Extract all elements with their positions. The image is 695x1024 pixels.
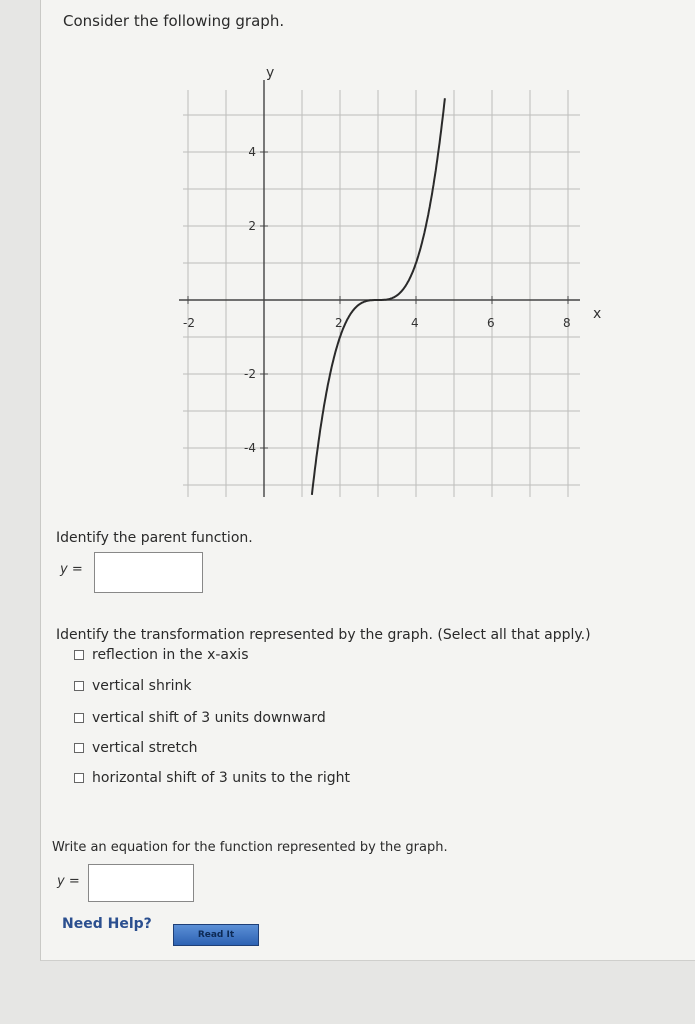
x-tick-label: 2	[335, 316, 343, 330]
series-point	[377, 299, 379, 301]
series-point	[434, 174, 436, 176]
part2-label: Identify the transformation represented by the graph. (Select all that apply.)	[56, 627, 591, 643]
y-tick-label: 2	[248, 219, 256, 233]
y-tick-label: 4	[248, 145, 256, 159]
graph-grid	[183, 90, 580, 497]
x-tick-label: -2	[183, 316, 195, 330]
x-tick-label: 6	[487, 316, 495, 330]
option-label: reflection in the x-axis	[92, 647, 249, 663]
checkbox[interactable]	[74, 713, 84, 723]
y-tick-label: -2	[244, 367, 256, 381]
y-tick-label: -4	[244, 441, 256, 455]
need-help-label: Need Help?	[62, 916, 152, 932]
y-axis-label: y	[266, 65, 275, 81]
checkbox[interactable]	[74, 681, 84, 691]
series-point	[320, 424, 322, 426]
series-point	[415, 262, 417, 264]
checkbox[interactable]	[74, 743, 84, 753]
option-reflection[interactable]	[74, 647, 248, 663]
checkbox[interactable]	[74, 773, 84, 783]
series-point	[358, 304, 360, 306]
series-point	[339, 336, 341, 338]
series-point	[396, 295, 398, 297]
part1-label: Identify the parent function.	[56, 530, 253, 546]
checkbox[interactable]	[74, 650, 84, 660]
read-it-button[interactable]: Read It	[173, 924, 259, 946]
option-label: vertical stretch	[92, 740, 198, 756]
part1-y-prompt: y =	[60, 562, 83, 577]
parent-function-input[interactable]	[94, 552, 203, 593]
option-label: vertical shift of 3 units downward	[92, 710, 326, 726]
x-tick-label: 4	[411, 316, 419, 330]
option-vertical-shift-down[interactable]	[74, 710, 326, 726]
part3-y-prompt: y =	[57, 874, 80, 889]
part3-label: Write an equation for the function represented by the graph.	[52, 840, 448, 855]
question-intro: Consider the following graph.	[63, 12, 285, 30]
option-vertical-shrink[interactable]	[74, 678, 191, 694]
option-horizontal-shift-right[interactable]	[74, 770, 350, 786]
x-tick-label: 8	[563, 316, 571, 330]
option-label: vertical shrink	[92, 678, 192, 694]
option-label: horizontal shift of 3 units to the right	[92, 770, 350, 786]
option-vertical-stretch[interactable]	[74, 740, 198, 756]
equation-input[interactable]	[88, 864, 194, 902]
graph-axes	[179, 80, 580, 497]
x-axis-label: x	[593, 306, 602, 322]
